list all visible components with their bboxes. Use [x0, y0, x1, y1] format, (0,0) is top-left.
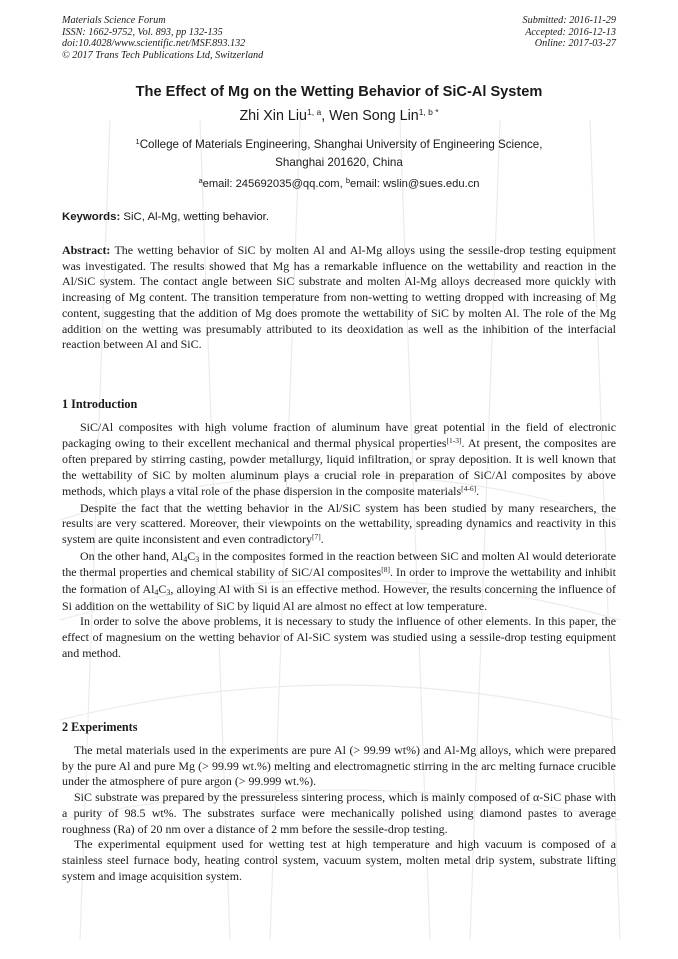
email-sup: a [198, 176, 203, 185]
keywords-label: Keywords: [62, 211, 121, 223]
journal-copyright: © 2017 Trans Tech Publications Ltd, Switzerland [62, 49, 264, 61]
text-run: . [476, 483, 480, 498]
journal-dates-right [523, 15, 616, 50]
journal-issn: ISSN: 1662-9752, Vol. 893, pp 132-135 [62, 26, 223, 38]
author-name: Zhi Xin Liu [239, 108, 307, 124]
text-run: C [158, 582, 167, 597]
affil-line: Shanghai 201620, China [275, 156, 403, 169]
journal-doi: doi:10.4028/www.scientific.net/MSF.893.132 [62, 38, 246, 49]
paragraph [62, 501, 616, 549]
paper-title: The Effect of Mg on the Wetting Behavior of SiC-Al System [135, 84, 543, 100]
paragraph: SiC substrate was prepared by the pressureless sintering process, which is mainly composed of α-SiC phase with a purity of 98.5 wt%. The substrates surface were mechanically polished using diamond pastes to average roughness (Ra) of 20 nm over a distance of 2 mm before the sessile-drop testing. [62, 790, 616, 836]
email-a: email: 245692035@qq.com, [202, 178, 346, 190]
text-run: . In order to improve the wettability and inhibit the formation of Al [62, 565, 616, 597]
affil-sup: 1 [135, 137, 140, 146]
citation: [4-6] [461, 483, 477, 493]
text-run: SiC/Al composites with high volume fraction of aluminum have great potential in the field of electronic packaging owing to their excellent mechanical and thermal physical properties [62, 420, 616, 450]
citation: [8] [381, 565, 390, 575]
text-run: . At present, the composites are often prepared by stirring casting, powder metallurgy, liquid infiltration, or spray deposition. It is well known that the wettability of SiC by molten aluminum plays a crucial role in preparation of SiC/Al composites by above methods, which plays a vital role of the phase dispersion in the composite materials [62, 435, 616, 498]
abstract [62, 243, 616, 353]
section-heading-experiments: 2 Experiments [62, 720, 138, 734]
text-run: Despite the fact that the wetting behavior in the Al/SiC system has been studied by many researchers, the results are very scattered. Moreover, their viewpoints on the wettability, spreading dynamics and reactivity in this system are quite inconsistent and even contradictory [62, 500, 616, 546]
author-separator: , [321, 108, 330, 124]
section-heading-introduction: 1 Introduction [62, 397, 138, 411]
email-sup: b [345, 176, 351, 185]
affil-line: College of Materials Engineering, Shanghai University of Engineering Science, [139, 138, 543, 151]
online-date: Online: 2017-03-27 [534, 38, 616, 49]
author-affil-sup: 1, b * [418, 107, 439, 117]
paragraph [62, 549, 616, 615]
citation: [1-3] [446, 435, 462, 445]
text-run: , alloying Al with Si is an effective method. However, the results concerning the influence of Si addition on the wettability of SiC by liquid Al are almost no effect at low temperature. [62, 582, 616, 613]
subscript: 4 [183, 554, 188, 564]
paragraph [62, 420, 616, 501]
journal-info-left [62, 15, 263, 61]
experiments-body [62, 743, 616, 884]
introduction-body [62, 420, 616, 662]
author-list [0, 108, 678, 124]
subscript: 3 [195, 554, 200, 564]
author-affil-sup: 1, a [307, 107, 322, 117]
abstract-text: The wetting behavior of SiC by molten Al and Al-Mg alloys using the sessile-drop testing equipment was investigated. The results showed that Mg has a remarkable influence on the wettability and reaction in the Al/SiC system. The contact angle between SiC substrate and molten Al-Mg alloys decreased more quickly with increasing of Mg content. The transition temperature from non-wetting to wetting dropped with increasing of Mg content, suggesting that the addition of Mg does promote the wettability of SiC by molten Al. The role of the Mg addition on the wetting was presumably attributed to its deoxidation as well as the inhibition of the interfacial reaction between Al and SiC. [62, 243, 616, 352]
paragraph: The metal materials used in the experiments are pure Al (> 99.99 wt%) and Al-Mg alloys, which were prepared by the pure Al and pure Mg (> 99.99 wt.%) melting and electromagnetic stirring in the arc melting furnace crucible under the atmosphere of pure argon (> 99.999 wt.%). [62, 743, 616, 789]
subscript: 4 [154, 588, 159, 598]
accepted-date: Accepted: 2016-12-13 [525, 26, 616, 38]
paragraph: In order to solve the above problems, it is necessary to study the influence of other elements. In this paper, the effect of magnesium on the wetting behavior of Al-SiC system was studied using a sessile-drop testing equipment and method. [62, 614, 616, 660]
submitted-date: Submitted: 2016-11-29 [522, 15, 616, 26]
affiliation [0, 136, 678, 171]
keywords-text: SiC, Al-Mg, wetting behavior. [120, 211, 270, 223]
text-run: On the other hand, Al [80, 548, 184, 563]
author-emails [0, 178, 678, 190]
paragraph: The experimental equipment used for wetting test at high temperature and high vacuum is composed of a stainless steel furnace body, heating control system, vacuum system, molten metal drip system, substrate lifting system and image acquisition system. [62, 837, 616, 883]
subscript: 3 [166, 588, 171, 598]
citation: [7] [311, 531, 321, 541]
email-b: email: wslin@sues.edu.cn [350, 178, 480, 190]
text-run: in the composites formed in the reaction between SiC and molten Al would deteriorate the thermal properties and chemical stability of SiC/Al composites [62, 548, 616, 580]
text-run: . [320, 531, 324, 546]
abstract-label: Abstract: [62, 243, 111, 257]
text-run: C [187, 548, 196, 563]
journal-name: Materials Science Forum [62, 15, 166, 26]
keywords [62, 211, 616, 223]
author-name: Wen Song Lin [329, 108, 419, 124]
